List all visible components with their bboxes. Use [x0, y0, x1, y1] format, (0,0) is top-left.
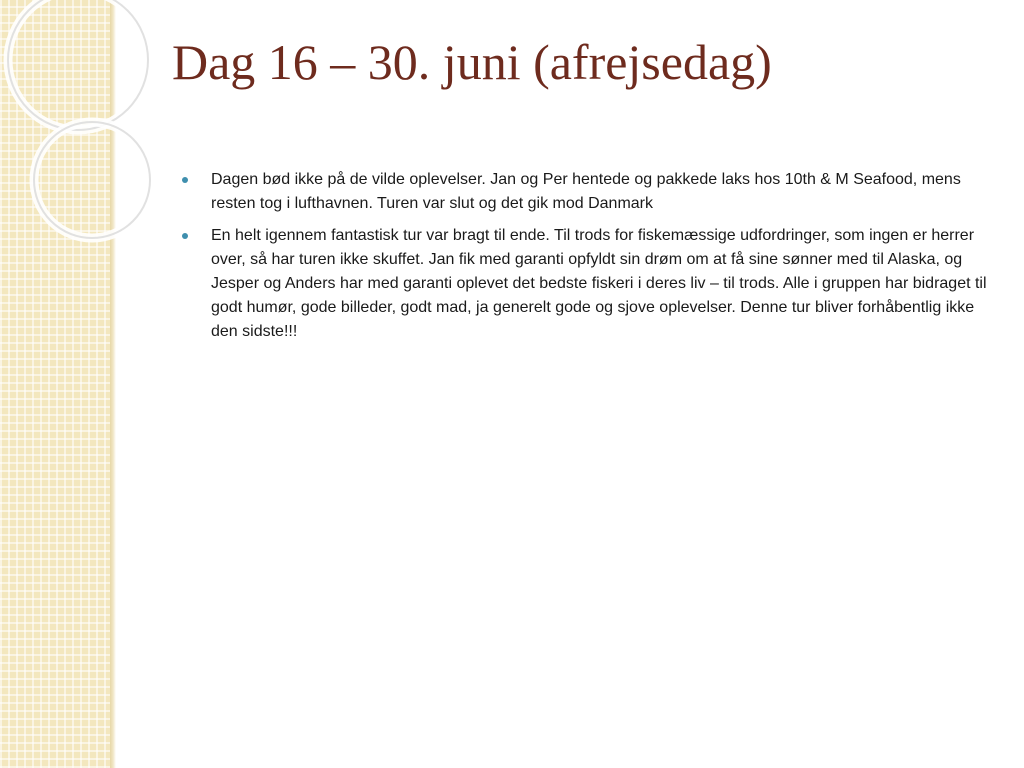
bullet-text: Dagen bød ikke på de vilde oplevelser. Jan og Per hentede og pakkede laks hos 10th & M Seafood, mens resten tog i lufthavnen. Turen var slut og det gik mod Danmark: [211, 171, 961, 212]
bullet-list: [176, 168, 996, 352]
bullet-dot-icon: [182, 233, 188, 239]
decorative-rings: [0, 0, 160, 260]
bullet-item: [176, 224, 996, 344]
ring-upper-shade: [8, 0, 148, 130]
ring-lower-shade: [34, 122, 150, 238]
bullet-text: En helt igennem fantastisk tur var bragt til ende. Til trods for fiskemæssige udfordringer, som ingen er herrer over, så har turen ikke skuffet. Jan fik med garanti opfyldt sin drøm om at få sine sønner med til Alaska, og Jesper og Anders har med garanti oplevet det bedste fiskeri i deres liv – til trods. Alle i gruppen har bidraget til godt humør, gode billeder, godt mad, ja generelt gode og sjove oplevelser. Denne tur bliver forhåbentlig ikke den sidste!!!: [211, 227, 987, 340]
bullet-dot-icon: [182, 177, 188, 183]
slide-title: Dag 16 – 30. juni (afrejsedag): [172, 34, 772, 90]
bullet-item: [176, 168, 996, 216]
